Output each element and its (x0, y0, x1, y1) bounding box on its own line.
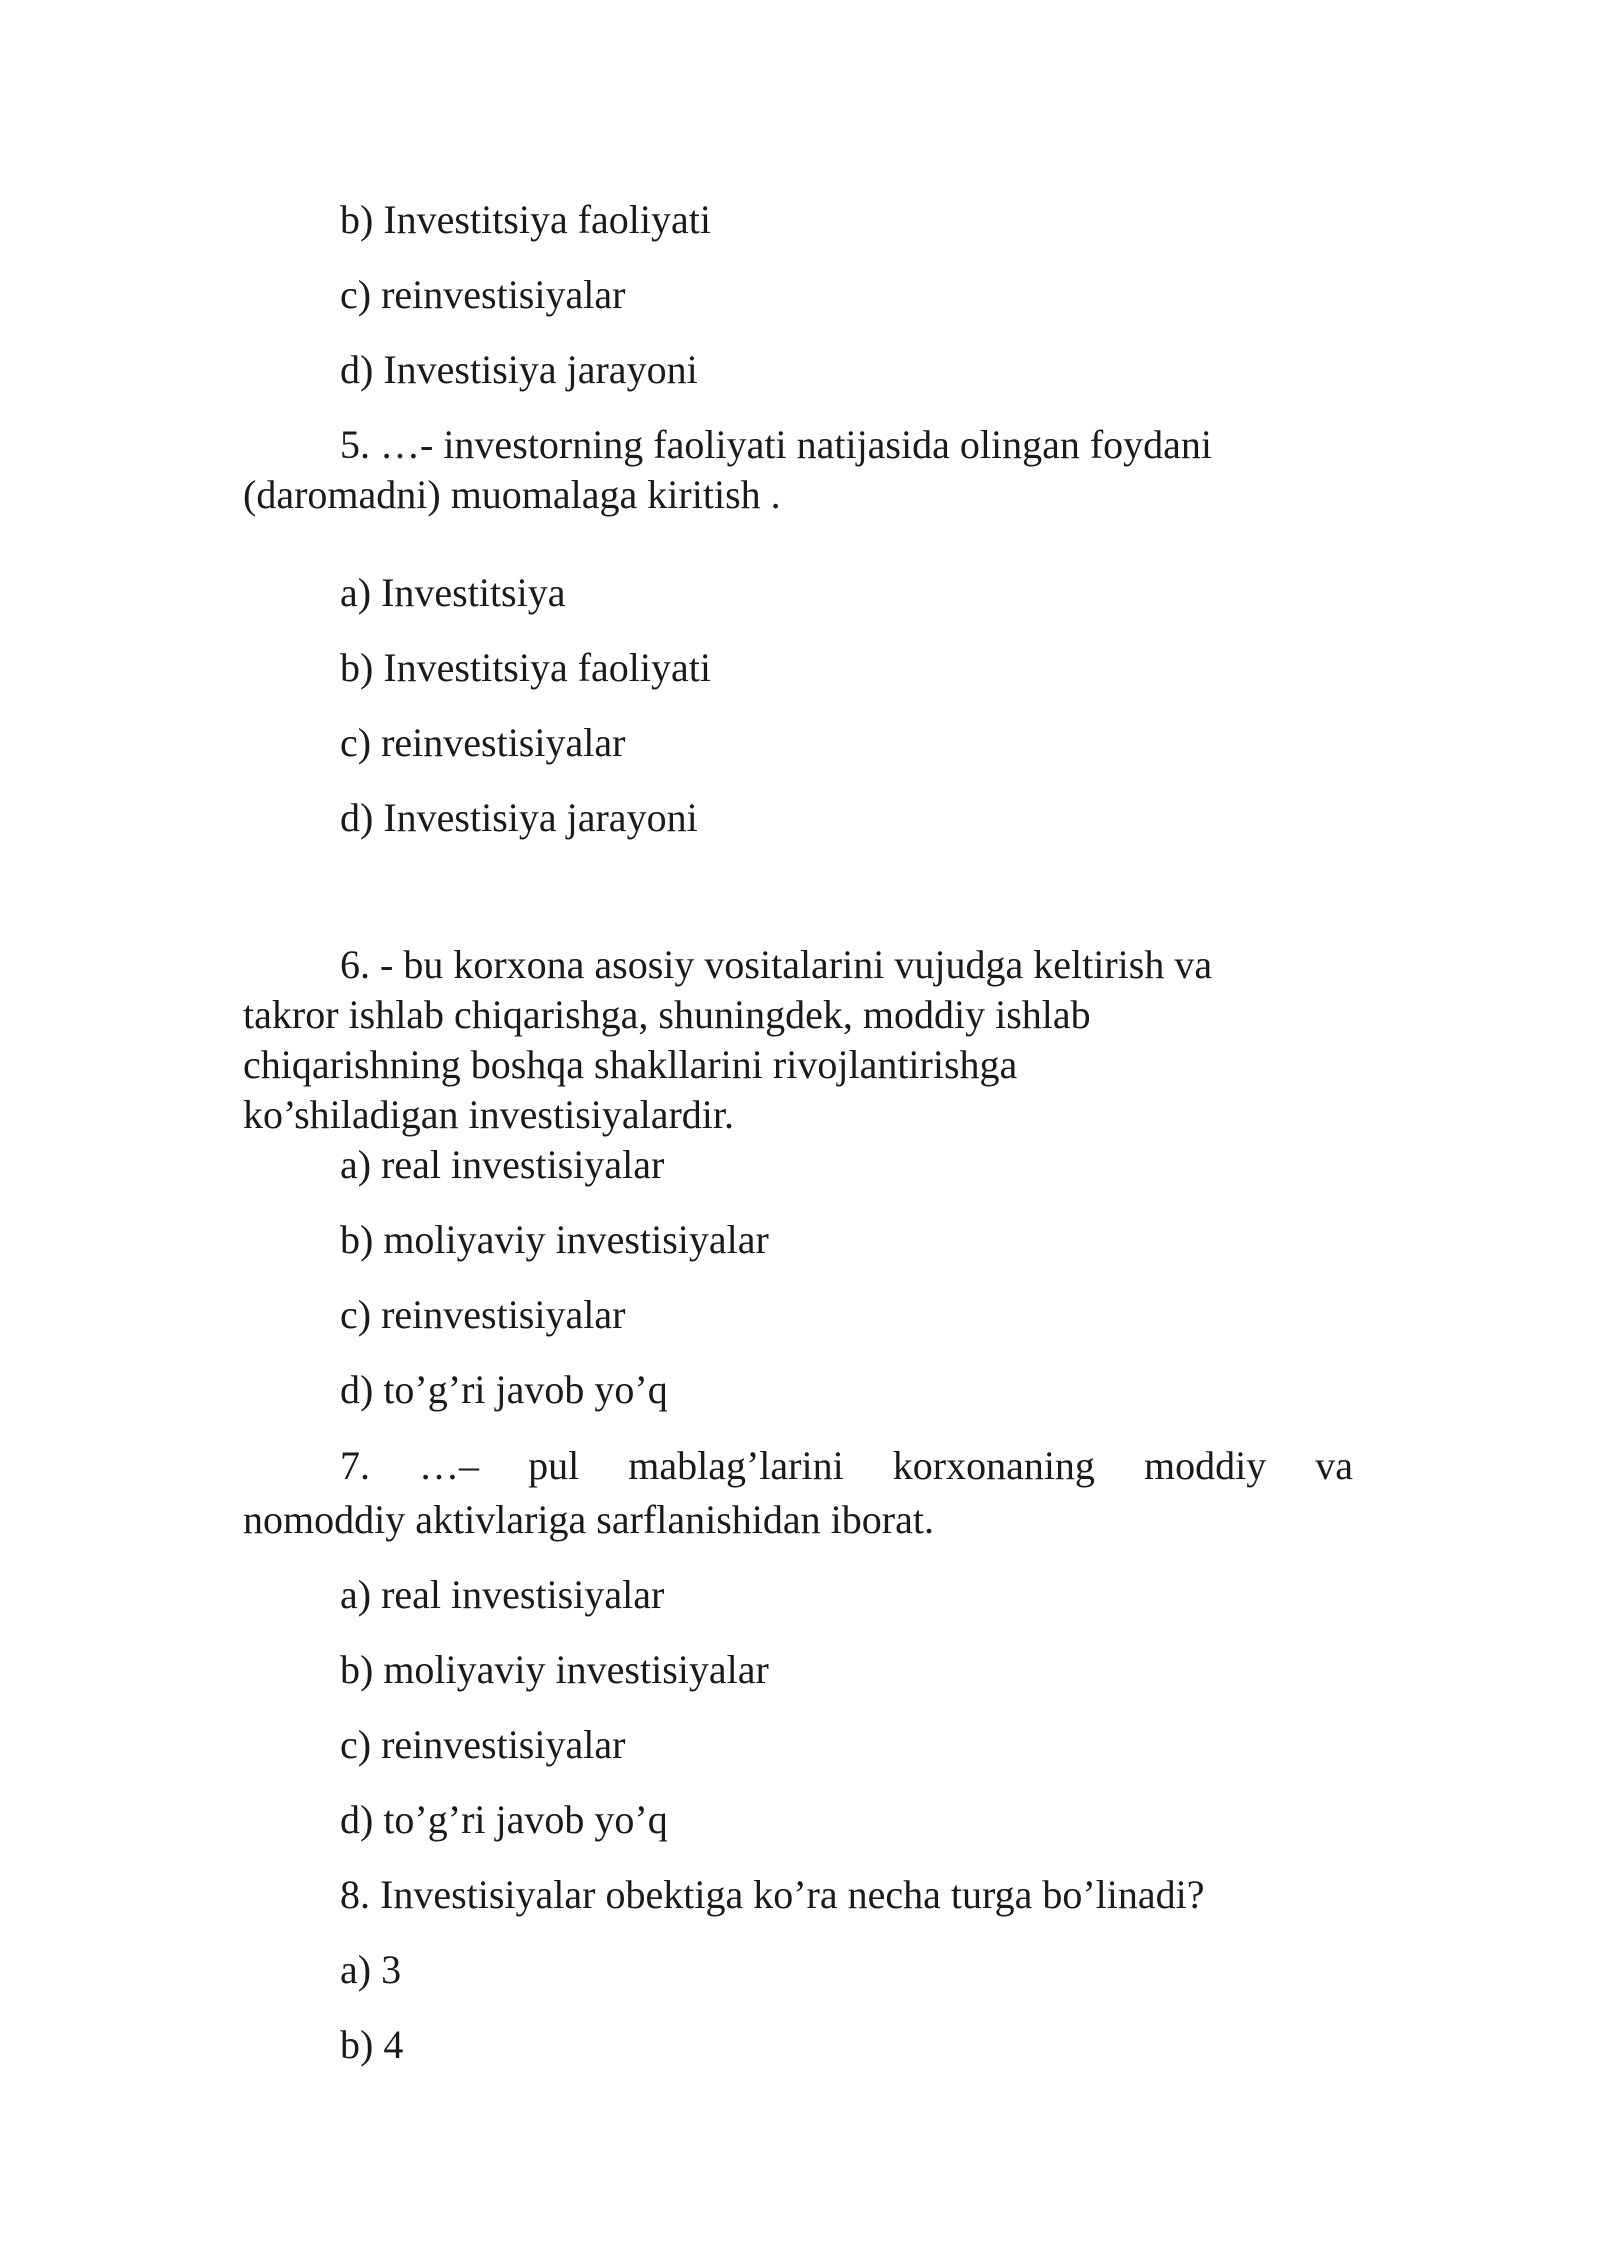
q6-stem-line-3: chiqarishning boshqa shakllarini rivojlantirishga (243, 1042, 1018, 1087)
q7-option-c: c) reinvestisiyalar (340, 1722, 626, 1767)
q5-option-b: b) Investitsiya faoliyati (340, 645, 712, 690)
q8-option-a: a) 3 (340, 1947, 402, 1992)
q6-option-a: a) real investisiyalar (340, 1142, 665, 1187)
q7-stem-line-2: nomoddiy aktivlariga sarflanishidan iborat. (243, 1497, 934, 1542)
q5-stem-line-1: 5. …- investorning faoliyati natijasida olingan foydani (340, 422, 1213, 467)
q5-option-d: d) Investisiya jarayoni (340, 795, 698, 840)
q8-stem: 8. Investisiyalar obektiga ko’ra necha turga bo’linadi? (340, 1872, 1205, 1917)
q6-stem-line-2: takror ishlab chiqarishga, shuningdek, moddiy ishlab (243, 992, 1091, 1037)
q5-option-a: a) Investitsiya (340, 570, 566, 615)
q6-stem-line-1: 6. - bu korxona asosiy vositalarini vujudga keltirish va (340, 942, 1213, 987)
q7-option-b: b) moliyaviy investisiyalar (340, 1647, 769, 1692)
q6-option-b: b) moliyaviy investisiyalar (340, 1217, 769, 1262)
q7-option-d: d) to’g’ri javob yo’q (340, 1797, 668, 1842)
q5-stem-line-2: (daromadni) muomalaga kiritish . (243, 472, 781, 517)
q4-option-c: c) reinvestisiyalar (340, 272, 626, 317)
q6-option-d: d) to’g’ri javob yo’q (340, 1367, 668, 1412)
q6-stem-line-4: ko’shiladigan investisiyalardir. (243, 1092, 735, 1137)
q7-option-a: a) real investisiyalar (340, 1572, 665, 1617)
q8-option-b: b) 4 (340, 2022, 404, 2067)
q4-option-b: b) Investitsiya faoliyati (340, 197, 712, 242)
q7-stem-line-1: 7. …– pul mablag’larini korxonaning moddiy va (340, 1443, 1353, 1488)
q5-option-c: c) reinvestisiyalar (340, 720, 626, 765)
q6-option-c: c) reinvestisiyalar (340, 1292, 626, 1337)
q4-option-d: d) Investisiya jarayoni (340, 347, 698, 392)
